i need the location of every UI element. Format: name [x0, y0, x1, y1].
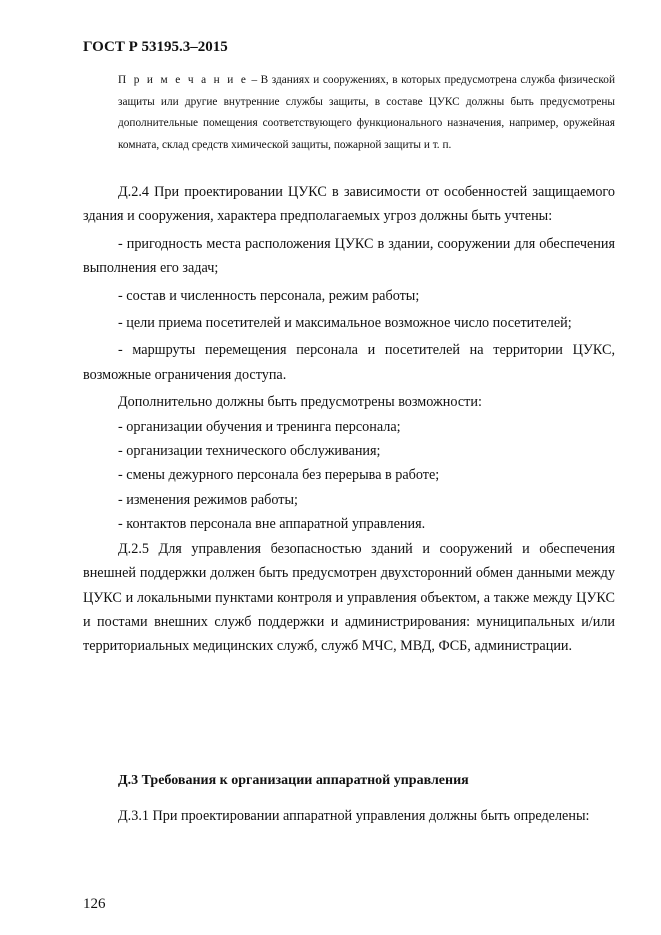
- paragraph-additional: Дополнительно должны быть предусмотрены возможности:: [118, 394, 482, 411]
- list-item: - цели приема посетителей и максимальное возможное число посетителей;: [118, 315, 572, 332]
- note-text: – В зданиях и сооружениях, в которых предусмотрена служба физической защиты или другие внутренние службы защиты, в составе ЦУКС должны быть предусмотрены дополнительные помещения соответствующего функционального назначения, например, оружейная комната, склад средств химической защиты, пожарной защиты и т. п.: [118, 74, 616, 151]
- list-item: - пригодность места расположения ЦУКС в здании, сооружении для обеспечения выполнения его задач;: [83, 235, 615, 277]
- section-text: [83, 803, 615, 829]
- list-item: - маршруты перемещения персонала и посетителей на территории ЦУКС, возможные ограничения доступа.: [83, 342, 615, 383]
- page-number: 126: [83, 896, 106, 912]
- paragraph-d31: Д.3.1 При проектировании аппаратной управления должны быть определены:: [118, 808, 590, 824]
- section-heading: Д.3 Требования к организации аппаратной управления: [118, 773, 469, 788]
- main-text: [83, 180, 615, 659]
- document-header: ГОСТ Р 53195.3–2015: [83, 39, 228, 55]
- list-item: - состав и численность персонала, режим работы;: [118, 287, 420, 304]
- list-item: - изменения режимов работы;: [118, 491, 298, 508]
- paragraph-d25: Д.2.5 Для управления безопасностью зданий и сооружений и обеспечения внешней поддержки должен быть предусмотрен двухсторонний обмен данными между ЦУКС и локальными пунктами контроля и управления объектом, а также между ЦУКС и постами внешних служб поддержки и администрирования: муниципальных и/или территориальных медицинских служб, служб МЧС, МВД, ФСБ, администрации.: [83, 540, 615, 655]
- note-block: [83, 70, 615, 156]
- list-item: - организации обучения и тренинга персонала;: [118, 418, 401, 435]
- list-item: - смены дежурного персонала без перерыва в работе;: [118, 467, 440, 484]
- list-item: - организации технического обслуживания;: [118, 443, 381, 460]
- list-item: - контактов персонала вне аппаратной управления.: [118, 516, 426, 533]
- note-label: П р и м е ч а н и е: [118, 74, 248, 86]
- paragraph-d24: Д.2.4 При проектировании ЦУКС в зависимости от особенностей защищаемого здания и сооружения, характера предполагаемых угроз должны быть учтены:: [83, 184, 615, 225]
